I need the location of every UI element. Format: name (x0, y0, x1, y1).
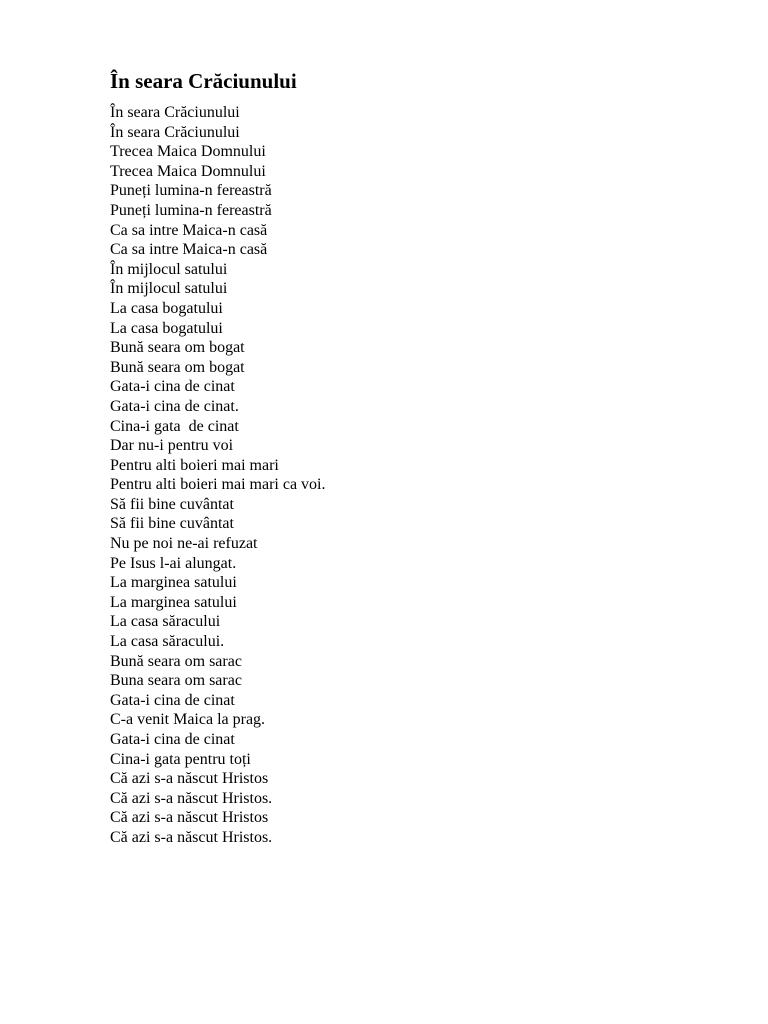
poem-line: Bună seara om bogat (110, 339, 245, 357)
poem-line: Că azi s-a născut Hristos (110, 809, 269, 827)
poem-line: Gata-i cina de cinat (110, 731, 235, 748)
poem-line: Pentru alti boieri mai mari (110, 456, 279, 474)
poem-line: La marginea satului (110, 574, 237, 592)
poem-line: În seara Crăciunului (110, 104, 240, 121)
poem-line: Că azi s-a născut Hristos (110, 770, 269, 788)
poem-line: În mijlocul satului (110, 280, 228, 298)
poem-line: Trecea Maica Domnului (110, 143, 266, 161)
document-title: În seara Crăciunului (110, 69, 297, 93)
poem-line: Să fii bine cuvântat (110, 495, 234, 513)
poem-line: Trecea Maica Domnului (110, 162, 266, 180)
poem-line: La marginea satului (110, 593, 237, 611)
poem-line: Că azi s-a născut Hristos. (110, 789, 273, 807)
poem-line: Pentru alti boieri mai mari ca voi. (110, 476, 326, 494)
poem-line: La casa bogatului (110, 299, 223, 317)
poem-line: Ca sa intre Maica-n casă (110, 221, 268, 239)
poem-line: La casa bogatului (110, 319, 223, 337)
poem-line: Cina-i gata pentru toți (110, 750, 251, 768)
poem-line: Puneți lumina-n fereastră (110, 182, 272, 200)
poem-line: La casa săracului. (110, 633, 225, 651)
poem-line: Pe Isus l-ai alungat. (110, 554, 237, 572)
poem-line: În seara Crăciunului (110, 123, 240, 141)
poem-line: C-a venit Maica la prag. (110, 711, 266, 729)
poem-lines (110, 103, 326, 848)
poem-line: Bună seara om bogat (110, 358, 245, 376)
poem-line: Buna seara om sarac (110, 672, 242, 690)
poem-line: Ca sa intre Maica-n casă (110, 241, 268, 259)
poem-line: Cina-i gata de cinat (110, 417, 239, 435)
poem-line: Bună seara om sarac (110, 652, 242, 670)
poem-line: Că azi s-a născut Hristos. (110, 828, 273, 846)
poem-line: Gata-i cina de cinat. (110, 397, 239, 415)
poem-line: Să fii bine cuvântat (110, 515, 234, 533)
poem-line: Gata-i cina de cinat (110, 691, 235, 709)
poem-line: Dar nu-i pentru voi (110, 437, 234, 455)
poem-line: La casa săracului (110, 613, 221, 631)
poem-line: Gata-i cina de cinat (110, 378, 235, 396)
poem-line: În mijlocul satului (110, 260, 228, 278)
poem-line: Nu pe noi ne-ai refuzat (110, 535, 258, 553)
poem-line: Puneți lumina-n fereastră (110, 201, 272, 219)
